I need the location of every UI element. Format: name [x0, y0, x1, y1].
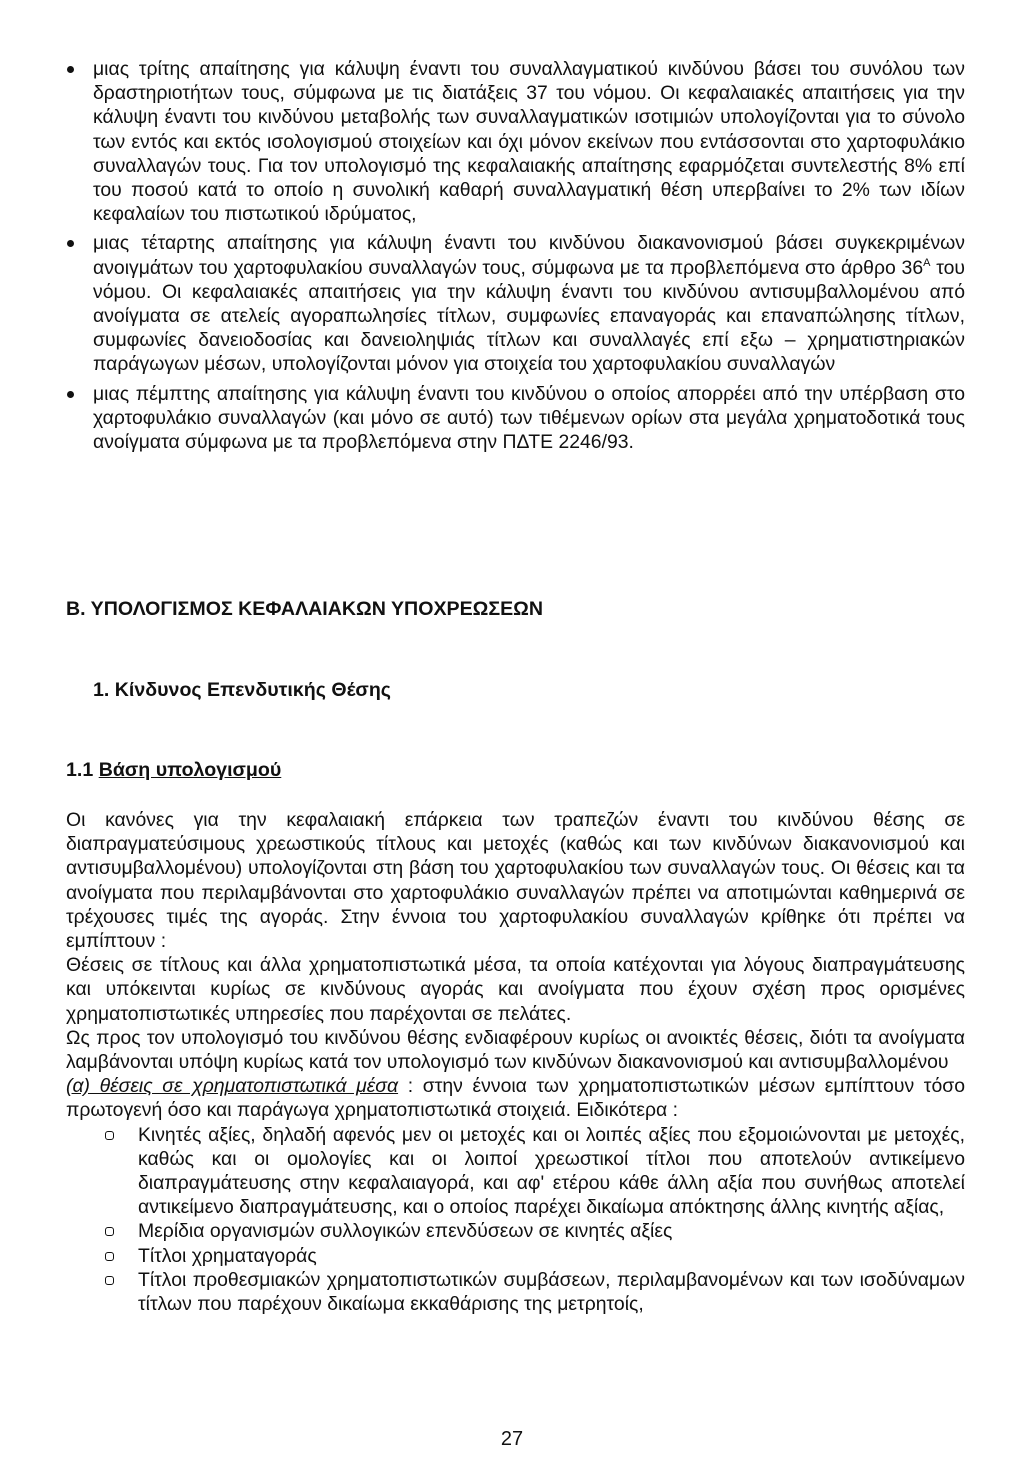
checkbox-bullet-icon [105, 1131, 114, 1140]
bullet-dot-icon [67, 391, 74, 398]
sub-list-item [138, 1219, 965, 1243]
sub-list-text: Μερίδια οργανισμών συλλογικών επενδύσεων σε κινητές αξίες [138, 1220, 673, 1243]
sub-list [66, 1123, 965, 1317]
bullet-list [93, 57, 965, 459]
checkbox-bullet-icon [105, 1276, 114, 1285]
bullet-text: μιας τρίτης απαίτησης για κάλυψη έναντι του συναλλαγματικού κινδύνου βάσει του συνόλου των δραστηριοτήτων τους, σύμφωνα με τις διατάξεις 37 του νόμου. Οι κεφαλαιακές απαιτήσεις για την κάλυψη έναντι του κινδύνου μεταβολής των συναλλαγματικών ισοτιμιών υπολογίζονται για το σύνολο των εντός και εκτός ισολογισμού στοιχείων και όχι μόνον εκείνων που εντάσσονται στο χαρτοφυλάκιο συναλλαγών τους. Για τον υπολογισμό της κεφαλαιακής απαίτησης εφαρμόζεται συντελεστής 8% επί του ποσού κατά το οποίο η συνολική καθαρή συναλλαγματική θέση υπερβαίνει το 2% των ιδίων κεφαλαίων του πιστωτικού ιδρύματος, [93, 58, 965, 226]
superscript: Α [923, 256, 931, 269]
page-number: 27 [500, 1428, 524, 1450]
subsection-heading: 1. Κίνδυνος Επενδυτικής Θέσης [93, 679, 391, 701]
section-heading: Β. ΥΠΟΛΟΓΙΣΜΟΣ ΚΕΦΑΛΑΙΑΚΩΝ ΥΠΟΧΡΕΩΣΕΩΝ [66, 598, 544, 620]
sub-list-item [138, 1268, 965, 1316]
bullet-text: του νόμου. Οι κεφαλαιακές απαιτήσεις για την κάλυψη έναντι του κινδύνου αντισυμβαλλομένου από ανοίγματα σε ατελείς αγοραπωλησίες τίτλων, συμφωνίες επαναγοράς και επαναπώλησης τίτλων, συμφωνίες δανειοδοσίας και δανειοληψιάς τίτλων και συναλλαγές επί εξω – χρηματιστηριακών παράγωγων μέσων, υπολογίζονται μόνον για στοιχεία του χαρτοφυλακίου συναλλαγών [93, 256, 965, 376]
bullet-item [93, 231, 965, 376]
bullet-text: μιας πέμπτης απαίτησης για κάλυψη έναντι του κινδύνου ο οποίος απορρέει από την υπέρβαση στο χαρτοφυλάκιο συναλλαγών (και μόνο σε αυτό) των τιθέμενων ορίων στα μεγάλα χρηματοδοτικά τους ανοίγματα σύμφωνα με τα προβλεπόμενα στην ΠΔΤΕ 2246/93. [93, 382, 965, 454]
paragraph: Θέσεις σε τίτλους και άλλα χρηματοπιστωτικά μέσα, τα οποία κατέχονται για λόγους διαπραγμάτευσης και υπόκεινται κυρίως σε κινδύνους αγοράς και ανοίγματα που έχουν σχέση προς ορισμένες χρηματοπιστωτικές υπηρεσίες που παρέχονται σε πελάτες. [66, 954, 965, 1025]
bullet-dot-icon [67, 66, 74, 73]
paragraph-rest: : στην έννοια των χρηματοπιστωτικών μέσων εμπίπτουν τόσο πρωτογενή όσο και παράγωγα χρηματοπιστωτικά στοιχειά. Ειδικότερα : [66, 1075, 965, 1122]
sub-list-text: Τίτλοι χρηματαγοράς [138, 1244, 317, 1267]
bullet-item [93, 57, 965, 226]
heading-title: Βάση υπολογισμού [98, 759, 282, 781]
paragraph: Οι κανόνες για την κεφαλαιακή επάρκεια των τραπεζών έναντι του κινδύνου θέσης σε διαπραγματεύσιμους χρεωστικούς τίτλους και μετοχές (καθώς και των κινδύνων διακανονισμού και αντισυμβαλλομένου) υπολογίζονται στη βάση του χαρτοφυλακίου των συναλλαγών τους. Οι θέσεις και τα ανοίγματα που περιλαμβάνονται στο χαρτοφυλάκιο συναλλαγών πρέπει να αποτιμώνται καθημερινά σε τρέχουσες τιμές της αγοράς. Στην έννοια του χαρτοφυλακίου συναλλαγών κρίθηκε ότι πρέπει να εμπίπτουν : [66, 809, 965, 953]
bullet-item [93, 382, 965, 455]
checkbox-bullet-icon [105, 1252, 114, 1261]
sub-list-item [138, 1123, 965, 1220]
bullet-dot-icon [67, 240, 74, 247]
sub-list-text: Κινητές αξίες, δηλαδή αφενός μεν οι μετοχές και οι λοιπές αξίες που εξομοιώνονται με μετοχές, καθώς και οι ομολογίες και οι λοιποί χρεωστικοί τίτλοι που αποτελούν αντικείμενο διαπραγμάτευσης στην κεφαλαιαγορά, και αφ' ετέρου κάθε άλλη αξία που συνήθως αποτελεί αντικείμενο διαπραγμάτευσης, και ο οποίος παρέχει δικαίωμα απόκτησης άλλης κινητής αξίας, [138, 1123, 965, 1219]
body-text [66, 808, 965, 1316]
paragraph [66, 1074, 965, 1122]
subsubsection-heading [66, 759, 281, 782]
italic-term: (α) θέσεις σε χρηματοπιστωτικά μέσα [66, 1075, 399, 1098]
paragraph: Ως προς τον υπολογισμό του κινδύνου θέσης ενδιαφέρουν κυρίως οι ανοικτές θέσεις, διότι τα ανοίγματα λαμβάνονται υπόψη κυρίως κατά τον υπολογισμό των κινδύνων διακανονισμού και αντισυμβαλλομένου [66, 1026, 965, 1074]
sub-list-item [138, 1244, 965, 1268]
checkbox-bullet-icon [105, 1227, 114, 1236]
bullet-text: μιας τέταρτης απαίτησης για κάλυψη έναντι του κινδύνου διακανονισμού βάσει συγκεκριμένων ανοιγμάτων του χαρτοφυλακίου συναλλαγών τους, σύμφωνα με τα προβλεπόμενα στο άρθρο 36 [93, 232, 965, 279]
heading-number: 1.1 [66, 759, 94, 781]
sub-list-text: Τίτλοι προθεσμιακών χρηματοπιστωτικών συμβάσεων, περιλαμβανομένων και των ισοδύναμων τίτλων που παρέχουν δικαίωμα εκκαθάρισης της μετρητοίς, [138, 1268, 965, 1316]
